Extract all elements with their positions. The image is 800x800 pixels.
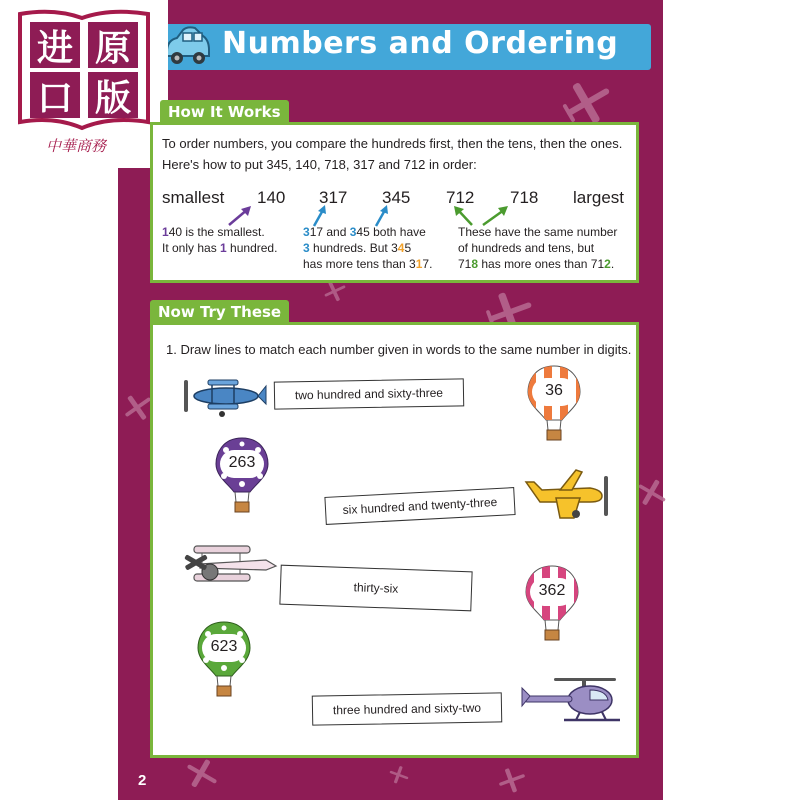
publisher-logo [14, 8, 154, 138]
highlight-digit: 1 [162, 225, 169, 239]
badge-glyph: 进 [36, 28, 74, 69]
biplane-icon [180, 536, 280, 596]
how-it-works-label: How It Works [160, 100, 289, 124]
badge-glyph: 原 [94, 28, 132, 69]
now-try-these-label: Now Try These [150, 300, 289, 324]
balloon-number: 263 [228, 454, 256, 471]
note-text: 7. [422, 257, 433, 271]
car-icon [163, 26, 211, 68]
badge-glyph: 口 [36, 78, 74, 119]
badge-tagline: 中華商務 [46, 137, 107, 155]
balloon-362 [524, 564, 580, 644]
note-text: These have the same number [458, 225, 618, 239]
note-text: hundred. [226, 241, 278, 255]
balloon-623 [196, 620, 252, 700]
highlight-digit: 1 [415, 257, 423, 271]
publisher-badge [0, 0, 168, 168]
note-text: . [610, 257, 615, 271]
background-plane-icon [180, 752, 224, 796]
note-text: has more tens than 3 [303, 257, 416, 271]
note-ones [458, 224, 617, 272]
highlight-digit: 3 [349, 225, 357, 239]
balloon-number: 362 [538, 582, 566, 599]
note-hundreds-tens [303, 224, 432, 272]
explanation-line-1: To order numbers, you compare the hundreds first, then the tens, then the ones. [162, 136, 623, 151]
note-smallest [162, 224, 277, 256]
note-text: 5 [404, 241, 412, 255]
balloon-263 [214, 436, 270, 516]
note-text: 40 is the smallest. [168, 225, 265, 239]
badge-glyph: 版 [94, 78, 132, 119]
highlight-digit: 4 [397, 241, 405, 255]
propeller-plane-icon [520, 462, 610, 522]
helicopter-icon [520, 672, 626, 728]
balloon-36 [526, 364, 582, 444]
smallest-label: smallest [162, 188, 225, 207]
largest-label: largest [573, 188, 625, 207]
highlight-digit: 1 [220, 241, 227, 255]
note-text: 45 both have [356, 225, 426, 239]
note-text: hundreds. But 3 [309, 241, 398, 255]
ordered-number: 317 [319, 188, 348, 207]
banner-thirty-six: thirty-six [279, 565, 472, 612]
ordered-number: 712 [446, 188, 475, 207]
ordered-number: 718 [510, 188, 539, 207]
background-plane-icon [386, 762, 412, 788]
question-text: 1. Draw lines to match each number given in words to the same number in digits. [166, 342, 632, 357]
highlight-digit: 3 [303, 241, 310, 255]
highlight-digit: 2 [604, 257, 611, 271]
explanation-line-2: Here's how to put 345, 140, 718, 317 and 712 in order: [162, 157, 477, 172]
highlight-digit: 8 [471, 257, 479, 271]
balloon-number: 36 [545, 382, 563, 399]
note-text: of hundreds and tens, but [458, 241, 595, 255]
ordered-number: 140 [257, 188, 286, 207]
banner-three-hundred-sixty-two: three hundred and sixty-two [312, 692, 502, 725]
banner-six-hundred-twenty-three: six hundred and twenty-three [324, 487, 515, 525]
balloon-number: 623 [210, 638, 238, 655]
banner-two-hundred-sixty-three: two hundred and sixty-three [274, 378, 464, 409]
page-number: 2 [138, 772, 147, 789]
biplane-icon [182, 374, 268, 418]
page-title: Numbers and Ordering [222, 26, 619, 61]
note-text: It only has [162, 241, 221, 255]
background-plane-icon [494, 762, 530, 798]
highlight-digit: 3 [303, 225, 310, 239]
ordered-number: 345 [382, 188, 411, 207]
note-text: has more ones than 71 [478, 257, 605, 271]
note-text: 71 [458, 257, 472, 271]
note-text: 17 and [309, 225, 350, 239]
